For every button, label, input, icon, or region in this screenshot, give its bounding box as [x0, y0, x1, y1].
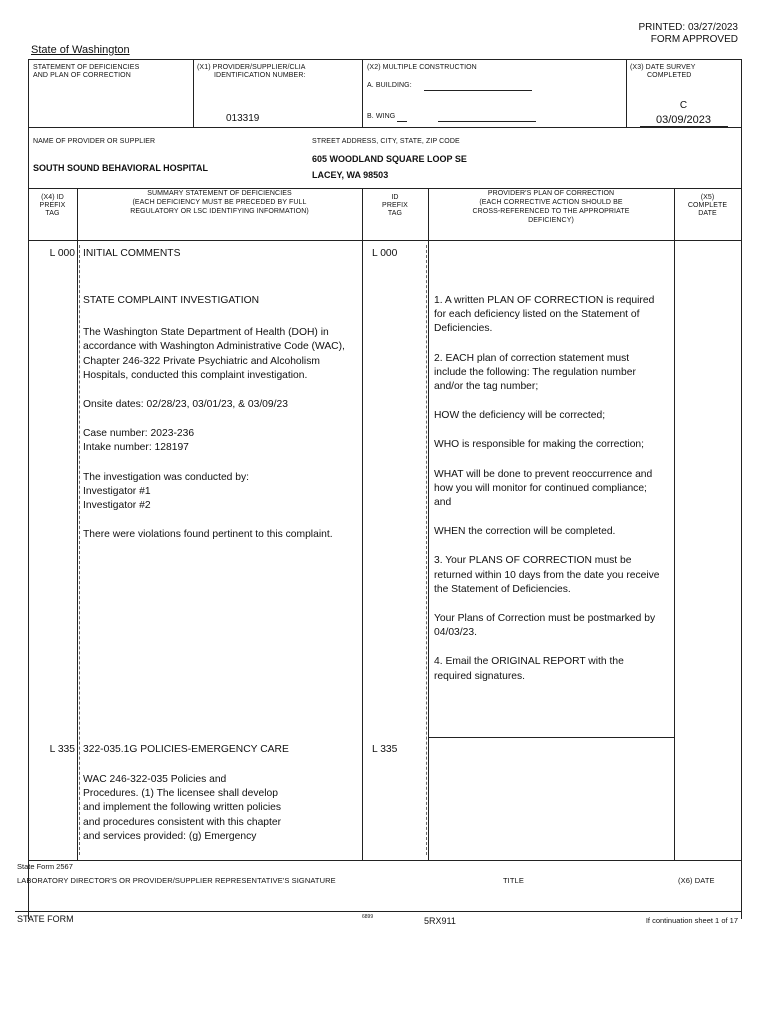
plan-instruction-3: 3. Your PLANS OF CORRECTION must be returned within 10 days from the date you receive the Statement of Deficiencies.: [434, 555, 660, 595]
investigation-paragraph: The Washington State Department of Health (DOH) in accordance with Washington Administrative Code (WAC), Chapter 246-322 Private Psychiatric and Alcoholism Hospitals, conducted this complaint investigation.: [83, 327, 345, 381]
box1-divider-1: [193, 59, 194, 127]
col-divider-x4: [77, 188, 78, 860]
form-approved: FORM APPROVED: [650, 34, 738, 45]
state-name: State of Washington: [31, 44, 130, 56]
section1-left-text: [83, 294, 355, 557]
x1-label-2: IDENTIFICATION NUMBER:: [214, 72, 306, 79]
address-line-1: 605 WOODLAND SQUARE LOOP SE: [312, 154, 467, 164]
section2-right-tag: L 335: [372, 744, 398, 755]
building-underline: [424, 90, 532, 91]
x4-header-2: PREFIX: [39, 202, 66, 209]
id-header-1: ID: [391, 194, 399, 201]
printed-date: PRINTED: 03/27/2023: [638, 22, 738, 33]
section1-right-tag: L 000: [372, 248, 398, 259]
plan-header-3: CROSS-REFERENCED TO THE APPROPRIATE: [472, 208, 630, 215]
section2-title: 322-035.1G POLICIES-EMERGENCY CARE: [83, 744, 289, 755]
x4-header-3: TAG: [45, 210, 60, 217]
x4-header-1: (X4) ID: [41, 194, 64, 201]
right-border: [741, 59, 742, 919]
column-header-bottom-border: [28, 240, 741, 241]
plan-header-2: (EACH CORRECTIVE ACTION SHOULD BE: [479, 199, 623, 206]
provider-name: SOUTH SOUND BEHAVIORAL HOSPITAL: [33, 163, 209, 173]
id-header-2: PREFIX: [382, 202, 408, 209]
title-label: TITLE: [503, 876, 524, 885]
box-top-border: [28, 59, 741, 60]
section1-tag: L 000: [49, 248, 75, 259]
col-divider-plan: [674, 188, 675, 860]
survey-date: 03/09/2023: [655, 114, 712, 126]
continuation-sheet: If continuation sheet 1 of 17: [645, 916, 738, 925]
box1-divider-2: [362, 59, 363, 127]
section1-title: INITIAL COMMENTS: [83, 248, 181, 259]
footer-border: [15, 911, 741, 912]
investigator-1: Investigator #1: [83, 485, 151, 497]
intake-number: Intake number: 128197: [83, 442, 189, 454]
form-code-small: 6899: [362, 914, 374, 920]
plan-instruction-4: 4. Email the ORIGINAL REPORT with the required signatures.: [434, 656, 624, 682]
section2-tag: L 335: [49, 744, 75, 755]
x2-label: (X2) MULTIPLE CONSTRUCTION: [367, 64, 477, 71]
col-divider-summary: [362, 188, 363, 860]
provider-bottom-border: [28, 188, 741, 189]
plan-when: WHEN the correction will be completed.: [434, 526, 616, 538]
body-bottom-border: [28, 860, 741, 861]
id-header-3: TAG: [387, 210, 403, 217]
case-number: Case number: 2023-236: [83, 428, 195, 440]
x2-building-label: A. BUILDING:: [367, 82, 412, 89]
x3-label-1: (X3) DATE SURVEY: [630, 64, 696, 71]
x2-wing-label: B. WING: [367, 113, 396, 120]
x3-label-2: COMPLETED: [647, 72, 692, 79]
onsite-dates: Onsite dates: 02/28/23, 03/01/23, & 03/09/23: [83, 399, 288, 411]
plan-instruction-1: 1. A written PLAN OF CORRECTION is required for each deficiency listed on the Statement of Deficiencies.: [434, 295, 655, 335]
complaint-heading: STATE COMPLAINT INVESTIGATION: [83, 295, 260, 306]
statement-label-2: AND PLAN OF CORRECTION: [33, 72, 131, 79]
id-margin-guide: [426, 245, 427, 855]
plan-postmark: Your Plans of Correction must be postmarked by 04/03/23.: [434, 613, 656, 639]
plan-what: WHAT will be done to prevent reoccurrence and how you will monitor for continued compliance; and: [434, 468, 653, 509]
x5-header-2: COMPLETE: [687, 202, 728, 209]
x5-header-1: (X5): [700, 194, 715, 201]
left-margin-guide: [79, 245, 80, 855]
address-line-2: LACEY, WA 98503: [312, 170, 389, 180]
summary-header-2: (EACH DEFICIENCY MUST BE PRECEDED BY FULL: [132, 199, 307, 206]
signature-date-label: (X6) DATE: [678, 876, 715, 885]
wing-underline-2: [438, 121, 536, 122]
summary-header-1: SUMMARY STATEMENT OF DEFICIENCIES: [147, 190, 292, 197]
plan-instruction-2: 2. EACH plan of correction statement must include the following: The regulation number and/or the tag number;: [434, 352, 636, 393]
wing-underline-1: [397, 121, 407, 122]
plan-how: HOW the deficiency will be corrected;: [434, 410, 606, 422]
box1-bottom-border: [28, 127, 741, 128]
violations-statement: There were violations found pertinent to this complaint.: [83, 529, 333, 541]
state-form-label: STATE FORM: [17, 914, 74, 924]
plan-header-4: DEFICIENCY): [528, 217, 574, 224]
summary-header-3: REGULATORY OR LSC IDENTIFYING INFORMATION): [130, 208, 309, 215]
x5-header-3: DATE: [698, 210, 717, 217]
provider-name-label: NAME OF PROVIDER OR SUPPLIER: [33, 138, 156, 145]
provider-id-number: 013319: [226, 113, 260, 124]
investigator-2: Investigator #2: [83, 500, 151, 512]
form-number: State Form 2567: [17, 862, 73, 871]
plan-header-1: PROVIDER'S PLAN OF CORRECTION: [487, 190, 615, 197]
plan-divider: [428, 737, 674, 738]
section2-text: WAC 246-322-035 Policies and Procedures. (1) The licensee shall develop and implement the following written policies and procedures consistent with this chapter and services provided: (g) Emergency: [83, 774, 282, 842]
x1-label-1: (X1) PROVIDER/SUPPLIER/CLIA: [197, 64, 306, 71]
survey-code: C: [679, 100, 688, 111]
survey-date-underline: [640, 126, 728, 127]
form-code: 5RX911: [424, 916, 456, 926]
col-divider-id: [428, 188, 429, 860]
signature-label: LABORATORY DIRECTOR'S OR PROVIDER/SUPPLIER REPRESENTATIVE'S SIGNATURE: [17, 876, 336, 885]
plan-who: WHO is responsible for making the correction;: [434, 439, 645, 451]
section1-right-text: [434, 294, 664, 699]
address-label: STREET ADDRESS, CITY, STATE, ZIP CODE: [312, 138, 460, 145]
statement-label-1: STATEMENT OF DEFICIENCIES: [33, 64, 140, 71]
investigators-heading: The investigation was conducted by:: [83, 471, 249, 483]
